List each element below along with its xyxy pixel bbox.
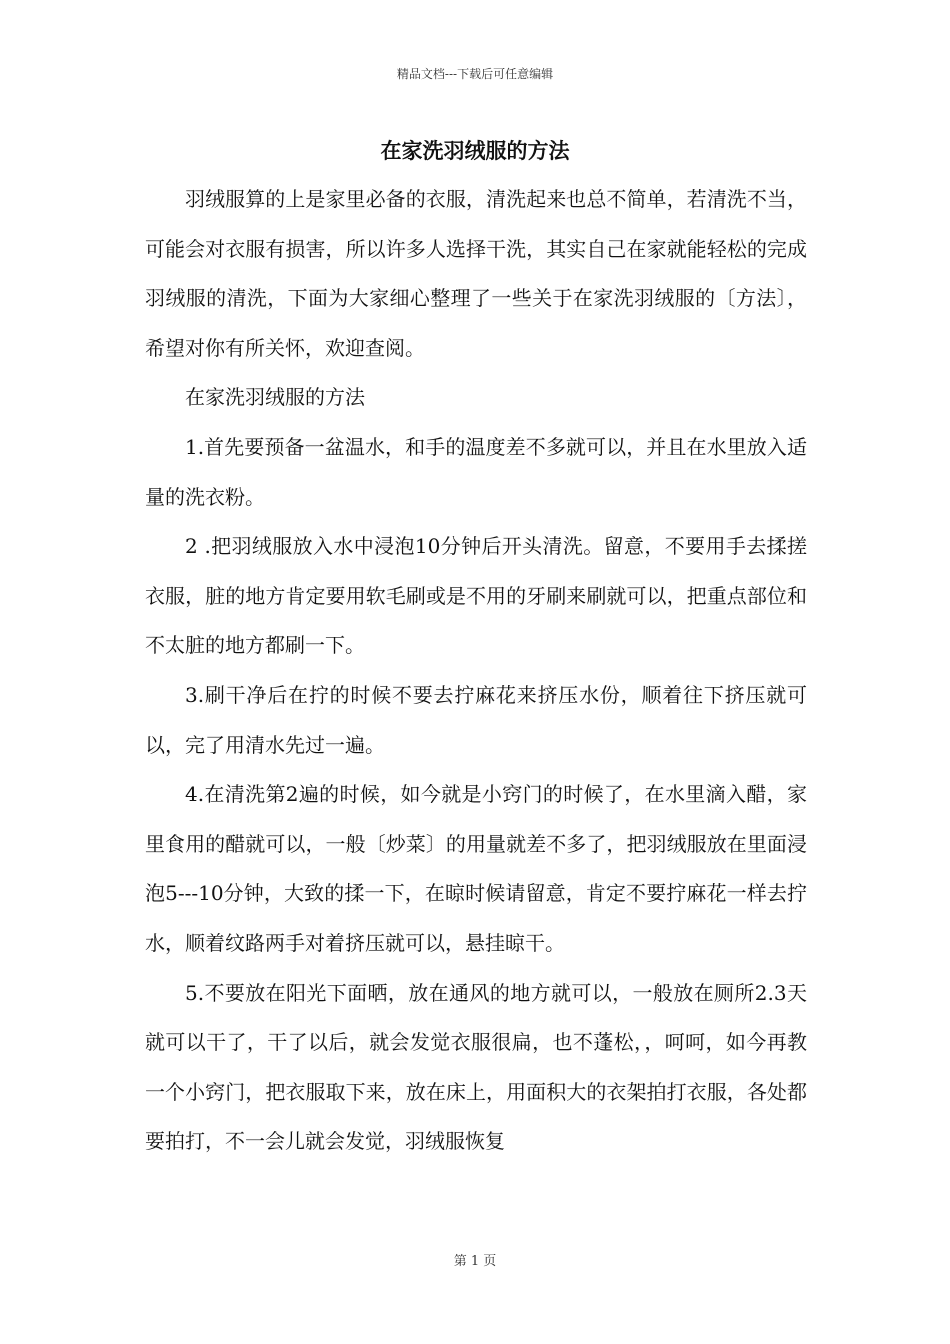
step-4-paragraph: 4.在清洗第2遍的时候，如今就是小窍门的时候了，在水里滴入醋，家里食用的醋就可以，一般〔炒菜〕的用量就差不多了，把羽绒服放在里面浸泡5---10分钟，大致的揉一下，在晾时候请留意，肯定不要拧麻花一样去拧水，顺着纹路两手对着挤压就可以，悬挂晾干。 [145, 782, 807, 955]
step-2-paragraph: 2 .把羽绒服放入水中浸泡10分钟后开头清洗。留意，不要用手去揉搓衣服，脏的地方肯定要用软毛刷或是不用的牙刷来刷就可以，把重点部位和不太脏的地方都刷一下。 [145, 534, 807, 658]
step-5-paragraph: 5.不要放在阳光下面晒，放在通风的地方就可以，一般放在厕所2.3天就可以干了，干了以后，就会发觉衣服很扁，也不蓬松，，呵呵，如今再教一个小窍门，把衣服取下来，放在床上，用面积大的衣架拍打衣服，各处都要拍打，不一会儿就会发觉，羽绒服恢复 [145, 980, 807, 1154]
section-heading: 在家洗羽绒服的方法 [185, 385, 365, 410]
page-number: 第 1 页 [453, 1254, 497, 1269]
intro-paragraph: 羽绒服算的上是家里必备的衣服，清洗起来也总不简单，若清洗不当，可能会对衣服有损害，所以许多人选择干洗，其实自己在家就能轻松的完成羽绒服的清洗，下面为大家细心整理了一些关于在家洗羽绒服的〔方法〕，希望对你有所关怀，欢迎查阅。 [145, 187, 807, 360]
page-header: 精品文档---下载后可任意编辑 [396, 67, 554, 81]
document-title: 在家洗羽绒服的方法 [380, 138, 570, 163]
document-body [145, 175, 807, 1167]
step-1-paragraph: 1.首先要预备一盆温水，和手的温度差不多就可以，并且在水里放入适量的洗衣粉。 [145, 434, 807, 509]
step-3-paragraph: 3.刷干净后在拧的时候不要去拧麻花来挤压水份，顺着往下挤压就可以，完了用清水先过一遍。 [145, 682, 807, 757]
